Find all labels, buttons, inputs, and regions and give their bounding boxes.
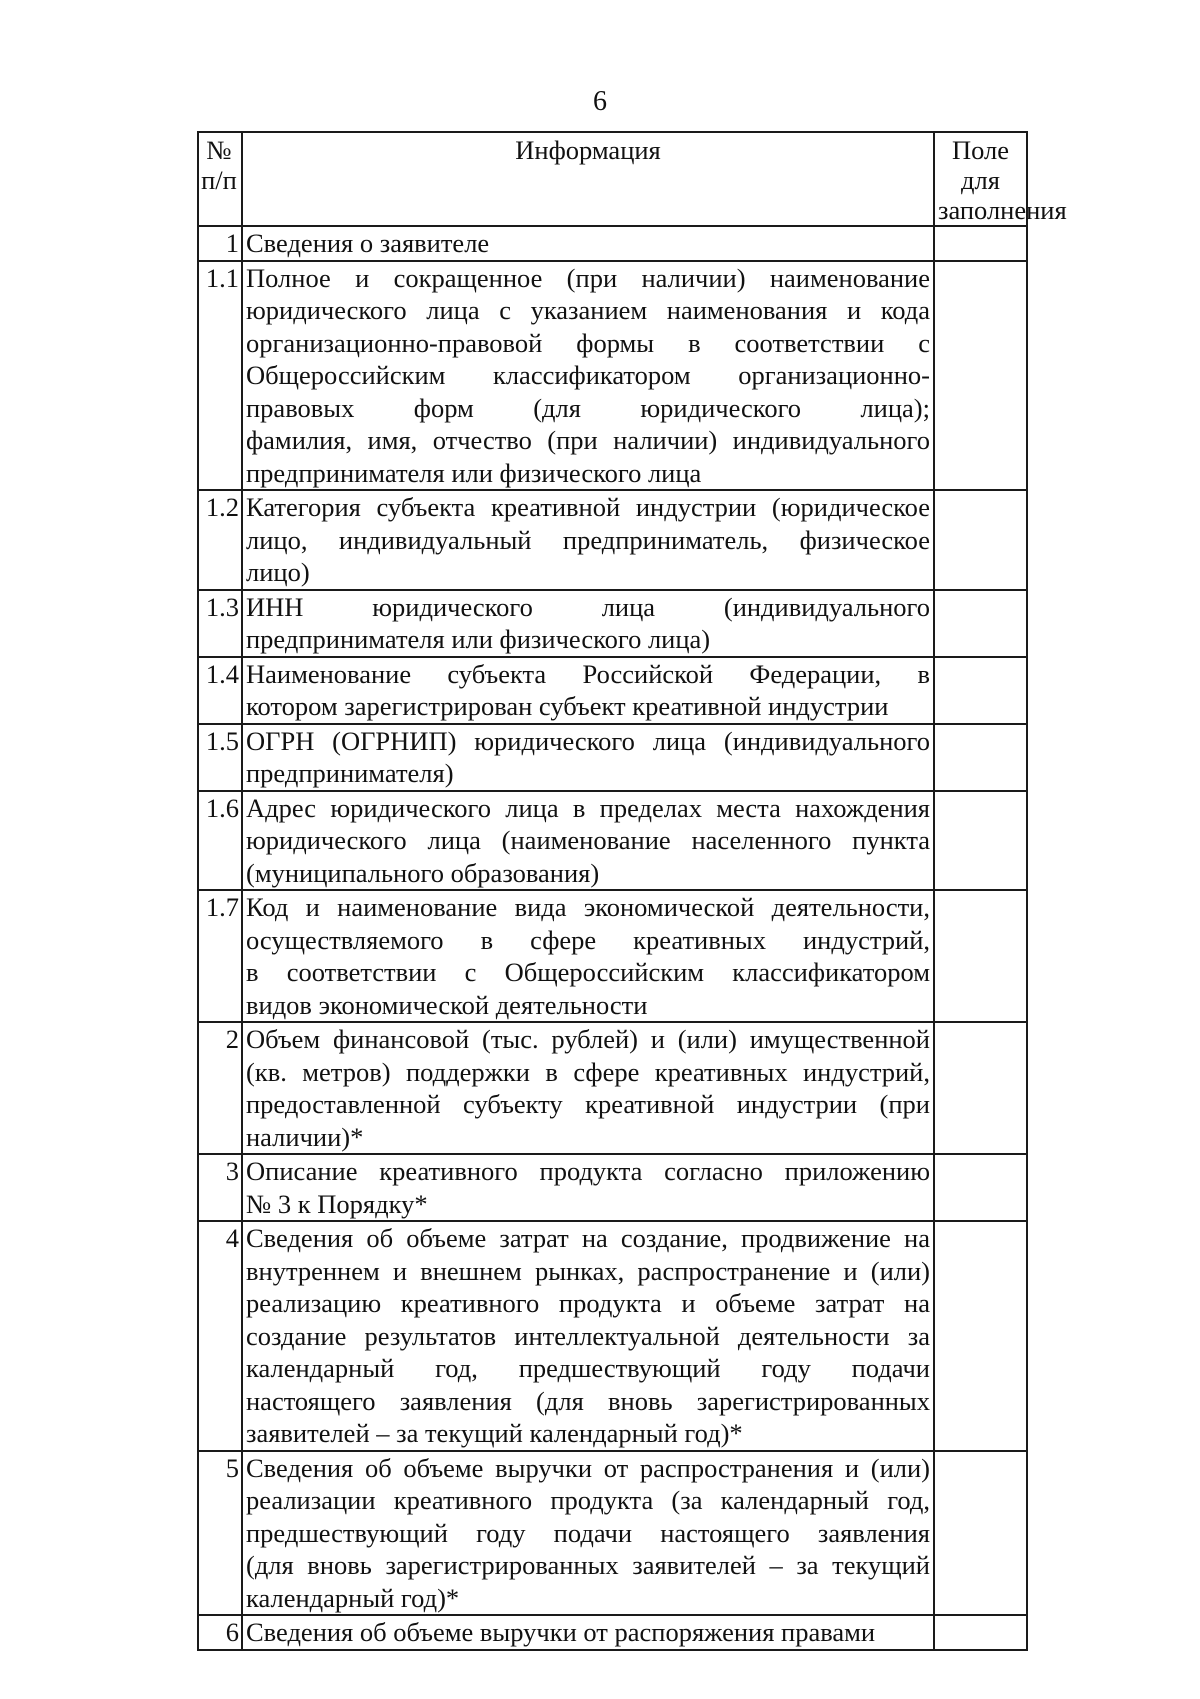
table-row (198, 590, 1027, 657)
fill-in-field[interactable] (934, 1154, 1027, 1221)
row-info-line: Сведения об объеме затрат на создание, продвижение на (246, 1223, 930, 1253)
row-info (242, 657, 934, 724)
fill-in-field[interactable] (934, 490, 1027, 590)
table-row (198, 890, 1027, 1022)
fill-in-field[interactable] (934, 1221, 1027, 1451)
row-info (242, 1022, 934, 1154)
table-row (198, 1154, 1027, 1221)
row-info (242, 890, 934, 1022)
row-info-line: (муниципального образования) (246, 857, 600, 888)
row-number: 1.4 (198, 657, 242, 724)
fill-in-field[interactable] (934, 890, 1027, 1022)
row-info (242, 1451, 934, 1616)
fill-in-field[interactable] (934, 1615, 1027, 1650)
row-info-line: (кв. метров) поддержки в сфере креативных индустрий, (246, 1056, 930, 1087)
row-number: 1.7 (198, 890, 242, 1022)
row-info-line: лицо, индивидуальный предприниматель, физическое (246, 524, 930, 555)
row-info-line: фамилия, имя, отчество (при наличии) индивидуального (246, 425, 930, 455)
row-info (242, 1615, 934, 1650)
row-info-line: заявителей – за текущий календарный год)* (246, 1418, 743, 1448)
row-info-line: внутреннем и внешнем рынках, распространение и (или) (246, 1255, 930, 1286)
row-info-line: котором зарегистрирован субъект креативной индустрии (246, 691, 889, 721)
row-info-line: ОГРН (ОГРНИП) юридического лица (индивидуального (246, 725, 930, 756)
row-info-line: настоящего заявления (для вновь зарегистрированных (246, 1385, 930, 1416)
row-info-line: Сведения о заявителе (246, 228, 490, 258)
row-info-line: предшествующий году подачи настоящего заявления (246, 1517, 930, 1548)
row-info-line: наличии)* (246, 1121, 364, 1152)
row-info-line: календарный год)* (246, 1582, 460, 1613)
row-info-line: ИНН юридического лица (индивидуального (246, 591, 930, 622)
application-info-table (197, 131, 1067, 1651)
row-info-line: предпринимателя или физического лица (246, 457, 702, 488)
row-info (242, 1154, 934, 1221)
fill-in-field[interactable] (934, 1022, 1027, 1154)
row-info-line: создание результатов интеллектуальной деятельности за (246, 1320, 930, 1351)
row-info-line: реализацию креативного продукта и объеме затрат на (246, 1288, 930, 1318)
row-info-line: юридического лица с указанием наименования и кода (246, 295, 930, 325)
row-number: 1.6 (198, 791, 242, 891)
row-info-line: календарный год, предшествующий году подачи (246, 1353, 930, 1383)
row-info-line: юридического лица (наименование населенного пункта (246, 825, 930, 855)
row-info (242, 1221, 934, 1451)
table-row (198, 724, 1027, 791)
row-info-line: Наименование субъекта Российской Федерации, в (246, 658, 930, 689)
row-number: 1.1 (198, 261, 242, 491)
row-number: 5 (198, 1451, 242, 1616)
row-number: 4 (198, 1221, 242, 1451)
row-info-line: Код и наименование вида экономической деятельности, (246, 892, 930, 922)
row-number: 6 (198, 1615, 242, 1650)
row-info (242, 261, 934, 491)
fill-in-field[interactable] (934, 1451, 1027, 1616)
header-field-line2: заполнения (938, 195, 1067, 225)
row-info-line: осуществляемого в сфере креативных индустрий, (246, 924, 930, 955)
row-info-line: в соответствии с Общероссийским классификатором (246, 957, 930, 987)
table-row (198, 1022, 1027, 1154)
row-info-line: предоставленной субъекту креативной индустрии (при (246, 1089, 930, 1119)
table-row (198, 1451, 1027, 1616)
row-info-line: организационно-правовой формы в соответствии с (246, 327, 930, 358)
row-number: 2 (198, 1022, 242, 1154)
fill-in-field[interactable] (934, 657, 1027, 724)
row-info-line: Сведения об объеме выручки от распространения и (или) (246, 1452, 930, 1483)
row-info (242, 490, 934, 590)
table-row (198, 261, 1027, 491)
header-number-line2: п/п (201, 165, 237, 195)
row-info-line: предпринимателя или физического лица) (246, 624, 711, 654)
row-info (242, 590, 934, 657)
fill-in-field[interactable] (934, 724, 1027, 791)
row-info-line: № 3 к Порядку* (246, 1188, 428, 1219)
header-field (934, 132, 1067, 226)
row-info-line: лицо) (246, 557, 310, 587)
page-number: 6 (593, 86, 607, 117)
header-field-line1: Поле для (951, 135, 1010, 195)
table-row (198, 490, 1027, 590)
row-info-line: Адрес юридического лица в пределах места нахождения (246, 792, 930, 823)
table-row (198, 226, 1027, 261)
row-info-line: правовых форм (для юридического лица); (246, 392, 930, 423)
table-row (198, 657, 1027, 724)
table-row (198, 791, 1027, 891)
row-info-line: (для вновь зарегистрированных заявителей – за текущий (246, 1550, 930, 1580)
row-info-line: видов экономической деятельности (246, 989, 648, 1020)
row-number: 1.3 (198, 590, 242, 657)
row-info-line: Объем финансовой (тыс. рублей) и (или) имущественной (246, 1024, 930, 1054)
fill-in-field[interactable] (934, 261, 1027, 491)
row-info-line: Сведения об объеме выручки от распоряжения правами (246, 1617, 876, 1647)
table-header-row (198, 132, 1027, 226)
row-info-line: Категория субъекта креативной индустрии (юридическое (246, 492, 930, 522)
row-number: 1 (198, 226, 242, 261)
row-info-line: реализации креативного продукта (за календарный год, (246, 1485, 930, 1515)
row-number: 3 (198, 1154, 242, 1221)
row-info-line: Описание креативного продукта согласно приложению (246, 1156, 930, 1186)
fill-in-field[interactable] (934, 791, 1027, 891)
row-info-line: Полное и сокращенное (при наличии) наименование (246, 262, 930, 293)
header-number-line1: № (206, 135, 232, 165)
fill-in-field[interactable] (934, 590, 1027, 657)
row-info (242, 791, 934, 891)
table-row (198, 1221, 1027, 1451)
fill-in-field[interactable] (934, 226, 1027, 261)
header-number (198, 132, 242, 226)
table-row (198, 1615, 1027, 1650)
row-info-line: Общероссийским классификатором организационно- (246, 360, 930, 390)
row-number: 1.2 (198, 490, 242, 590)
row-info-line: предпринимателя) (246, 758, 454, 788)
row-number: 1.5 (198, 724, 242, 791)
header-info: Информация (242, 132, 934, 226)
row-info (242, 226, 934, 261)
row-info (242, 724, 934, 791)
